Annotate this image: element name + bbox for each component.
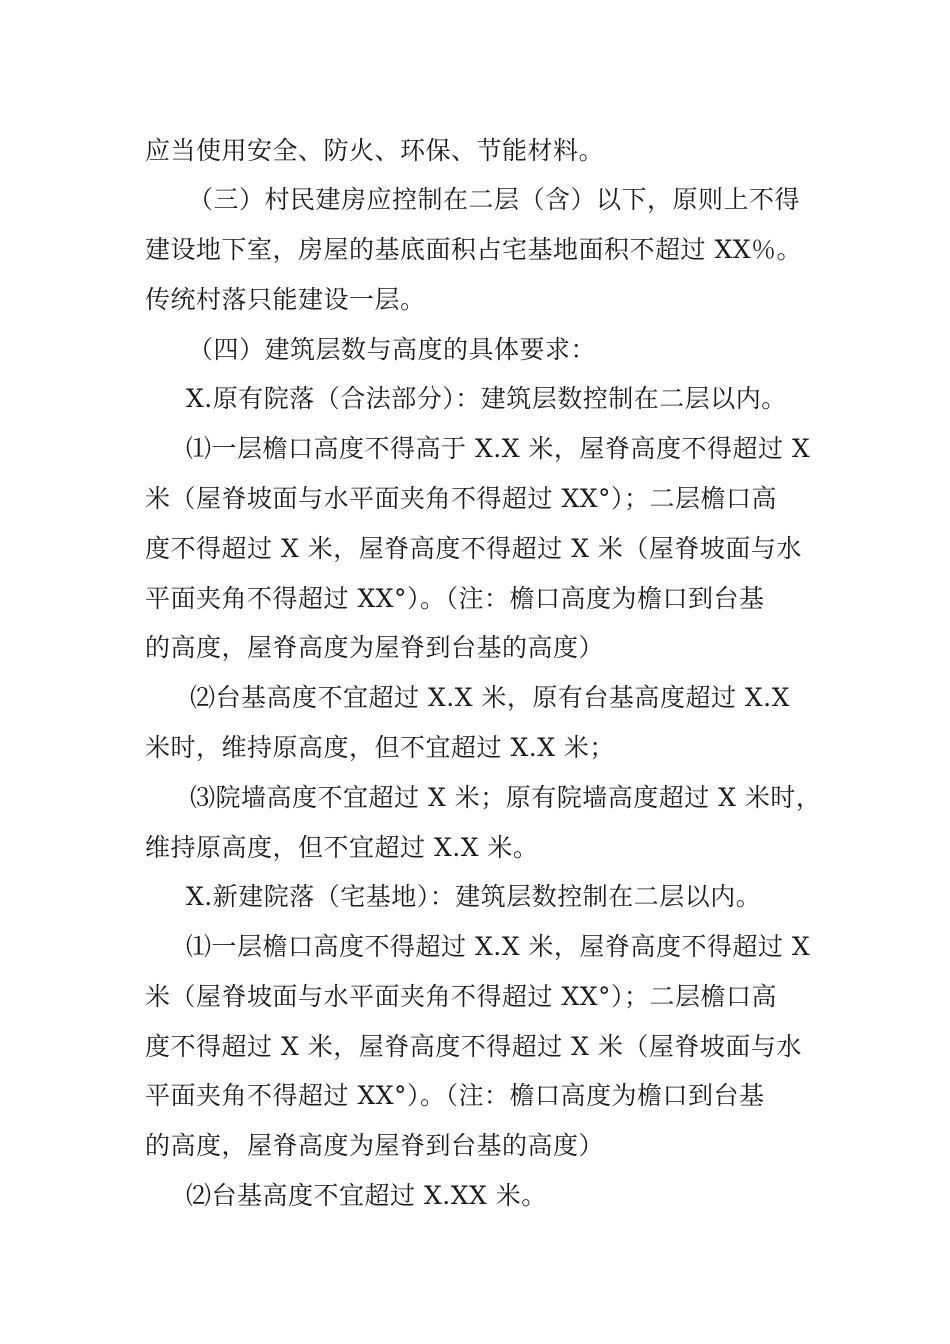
text-line-14: ⑶院墙高度不宜超过 X 米；原有院墙高度超过 X 米时， — [190, 783, 822, 812]
text-line-2: （三）村民建房应控制在二层（含）以下，原则上不得 — [188, 185, 801, 214]
text-line-18: 米（屋脊坡面与水平面夹角不得超过 XX°）；二层檐口高 — [145, 982, 778, 1011]
text-line-8: 米（屋脊坡面与水平面夹角不得超过 XX°）；二层檐口高 — [145, 484, 778, 513]
text-line-5: （四）建筑层数与高度的具体要求： — [188, 335, 597, 364]
text-line-10: 平面夹角不得超过 XX°）。（注：檐口高度为檐口到台基 — [145, 584, 765, 613]
text-line-6: X.原有院落（合法部分）：建筑层数控制在二层以内。 — [186, 384, 787, 413]
text-line-3: 建设地下室，房屋的基底面积占宅基地面积不超过 XX％。 — [145, 235, 803, 264]
text-line-7: ⑴一层檐口高度不得高于 X.X 米，屋脊高度不得超过 X — [186, 434, 811, 463]
text-line-20: 平面夹角不得超过 XX°）。（注：檐口高度为檐口到台基 — [145, 1081, 765, 1110]
text-line-11: 的高度，屋脊高度为屋脊到台基的高度） — [145, 633, 605, 662]
text-line-17: ⑴一层檐口高度不得超过 X.X 米，屋脊高度不得超过 X — [186, 932, 811, 961]
text-line-13: 米时，维持原高度，但不宜超过 X.X 米； — [145, 733, 615, 762]
text-line-15: 维持原高度，但不宜超过 X.X 米。 — [145, 833, 539, 862]
text-line-21: 的高度，屋脊高度为屋脊到台基的高度） — [145, 1131, 605, 1160]
text-line-22: ⑵台基高度不宜超过 X.XX 米。 — [186, 1181, 547, 1210]
text-line-16: X.新建院落（宅基地）：建筑层数控制在二层以内。 — [186, 882, 762, 911]
text-line-19: 度不得超过 X 米，屋脊高度不得超过 X 米（屋脊坡面与水 — [145, 1032, 802, 1061]
text-line-4: 传统村落只能建设一层。 — [145, 285, 426, 314]
text-line-12: ⑵台基高度不宜超过 X.X 米，原有台基高度超过 X.X — [190, 683, 790, 712]
text-line-1: 应当使用安全、防火、环保、节能材料。 — [145, 136, 605, 165]
text-line-9: 度不得超过 X 米，屋脊高度不得超过 X 米（屋脊坡面与水 — [145, 534, 802, 563]
